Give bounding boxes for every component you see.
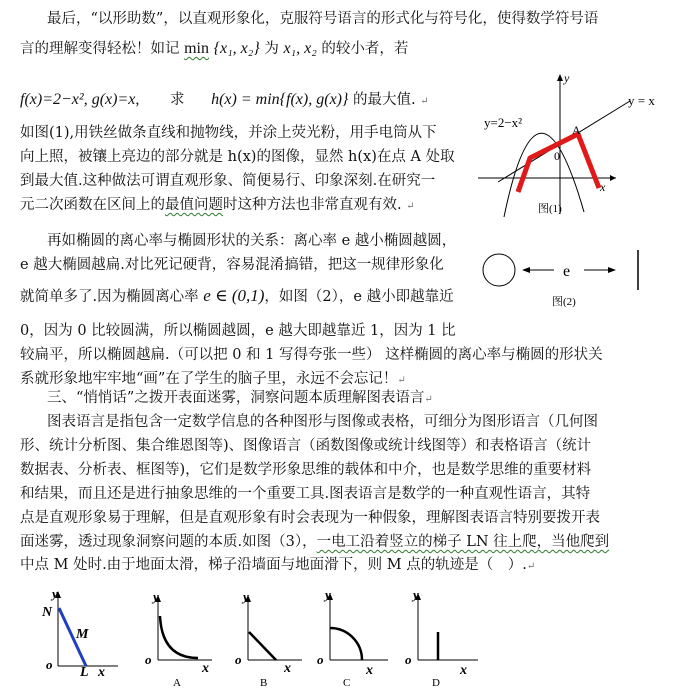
para2-line3-a: 就简单多了.因为椭圆离心率	[20, 289, 199, 305]
para1-line2-wei: 为	[264, 41, 279, 57]
option-d[interactable]	[398, 590, 484, 690]
paragraph-mark: ↵	[420, 96, 429, 107]
option-d-label: D	[432, 677, 440, 689]
option-c[interactable]	[310, 590, 396, 690]
paragraph-mark: ↵	[424, 394, 433, 405]
option-a-curve	[160, 616, 198, 658]
para3-line4: 和结果，而且还是进行抽象思维的一个重要工具.图表语言是数学的一种直观性语言，其特	[20, 486, 591, 502]
fig2-e-label: e	[563, 263, 571, 280]
figure-2	[478, 240, 686, 312]
para1-line7	[20, 196, 415, 216]
vars-x1-x2: x₁, x₂	[283, 40, 317, 57]
para1-line3	[20, 91, 429, 111]
x-axis-arrow-icon	[610, 175, 616, 181]
fig1-caption: 图(1)	[538, 203, 562, 215]
y-axis-arrow-icon	[557, 74, 563, 81]
para2-line2: e 越大椭圆越扁.对比死记硬背，容易混淆搞错，把这一规律形象化	[20, 257, 444, 273]
option-a-graph	[140, 592, 220, 690]
right-arrow-icon	[608, 267, 616, 273]
paragraph-mark: ↵	[526, 561, 536, 572]
figure-3-ladder	[28, 586, 128, 676]
para2-line4: 0，因为 0 比较圆满，所以椭圆越圆，e 越大即越靠近 1，因为 1 比	[20, 323, 456, 339]
figure-1	[478, 72, 686, 222]
figure-1-graph	[478, 72, 686, 222]
para3-line7-text: 中点 M 处时.由于地面太滑，梯子沿墙面与地面滑下，则 M 点的轨迹是（ ）.	[20, 557, 527, 573]
qiu-word: 求	[169, 92, 185, 108]
option-b-segment	[249, 632, 276, 660]
para2-line6	[20, 370, 406, 390]
fig1-a-label: A	[572, 123, 581, 137]
para3-line6	[20, 533, 609, 551]
para1-line5: 向上照，被镶上亮边的部分就是 h(x)的图像，显然 h(x)在点 A 处取	[20, 149, 455, 165]
fig1-y-label: y	[564, 72, 570, 85]
para3-line6-a: 面迷雾，透过现象洞察问题的本质.如图（3），	[20, 534, 317, 550]
option-c-y-label: y	[325, 590, 331, 602]
section3-heading-text: 三、“悄悄话”之拨开表面迷雾，洞察问题本质理解图表语言	[47, 390, 425, 406]
para1-line2-text: 言的理解变得轻松！如记	[20, 41, 180, 57]
option-c-label: C	[343, 677, 351, 689]
para2-line1: 再如椭圆的离心率与椭圆形状的关系：离心率 e 越小椭圆越圆，	[47, 233, 457, 249]
paragraph-mark: ↵	[397, 375, 406, 386]
para3-line6-b: 一电工沿着竖立的梯子 LN 往上爬，当他爬到	[316, 534, 610, 550]
left-arrow-icon	[522, 267, 530, 273]
para3-line2: 形、统计分析图、集合维恩图等)、图像语言（函数图像或统计线图等）和表格语言（统计	[20, 438, 592, 454]
ladder-n-label: N	[42, 605, 53, 620]
option-c-o-label: o	[317, 652, 324, 667]
option-c-x-label: x	[366, 663, 373, 678]
option-b-y-label: y	[243, 592, 249, 604]
eccentricity-range: e ∈ (0,1)	[203, 286, 265, 305]
option-a[interactable]	[140, 592, 220, 690]
option-b-o-label: o	[235, 652, 242, 667]
option-b-graph	[228, 592, 308, 690]
para3-line5: 点是直观形象易于理解，但是直观形象有时会表现为一种假象，理解图表语言特别要拨开表	[20, 510, 600, 526]
ladder-y-label: y	[52, 586, 58, 601]
para3-line7	[20, 556, 535, 576]
para1-line7-a: 元二次函数在区间上的	[20, 197, 165, 213]
option-d-graph	[398, 590, 484, 690]
fig1-o-label: 0	[554, 149, 560, 163]
option-b-label: B	[260, 677, 268, 689]
option-b[interactable]	[228, 592, 308, 690]
paragraph-mark: ↵	[406, 201, 415, 212]
para2-line5: 较扁平，所以椭圆越扁.（可以把 0 和 1 写得夸张一些） 这样椭圆的离心率与椭圆的形状关	[20, 347, 603, 363]
fig1-x-label: x	[600, 180, 606, 194]
option-d-y-label: y	[413, 590, 419, 602]
option-b-x-label: x	[284, 661, 291, 676]
fig2-caption: 图(2)	[552, 296, 576, 308]
para3-line3: 数据表、分析表、框图等)，它们是数学形象思维的载体和中介，也是数学思维的重要材料	[20, 462, 592, 478]
min-set: {x₁, x₂}	[213, 40, 260, 57]
option-a-label: A	[173, 677, 181, 689]
option-c-graph	[310, 590, 396, 690]
para1-line2	[20, 40, 408, 58]
para1-line6: 到最大值.这种做法可谓直观形象、简便易行、印象深刻.在研究一	[20, 173, 436, 189]
option-c-arc	[330, 628, 362, 660]
para2-line3-b: ，如图（2），e 越小即越靠近	[264, 289, 454, 305]
section3-heading	[47, 389, 433, 409]
ladder-l-label: L	[80, 665, 89, 676]
para1-line4: 如图(1),用铁丝做条直线和抛物线，并涂上荧光粉，用手电筒从下	[20, 125, 437, 141]
option-d-o-label: o	[405, 652, 412, 667]
formula-f-g: f(x)=2−x², g(x)=x,	[20, 91, 140, 108]
option-a-o-label: o	[145, 652, 152, 667]
para1-line7-c: 时这种方法也非常直观有效.	[223, 197, 402, 213]
fig1-curve-label: y=2−x²	[484, 115, 523, 130]
ladder-m-label: M	[76, 627, 89, 642]
para2-line3	[20, 287, 454, 306]
circle-shape	[483, 254, 515, 286]
para1-line3-end: 的最大值.	[353, 92, 416, 108]
ladder-graph	[28, 586, 128, 676]
option-a-x-label: x	[202, 661, 209, 676]
para2-line6-text: 系就形象地牢牢地“画”在了学生的脑子里，永远不会忘记！	[20, 371, 398, 387]
para1-line2-end: 的较小者，若	[321, 41, 409, 57]
ladder-x-label: x	[98, 665, 105, 676]
option-a-y-label: y	[153, 592, 159, 604]
para1-line1: 最后，“以形助数”，以直观形象化，克服符号语言的形式化与符号化，使得数学符号语	[47, 11, 599, 27]
fig1-line-label: y = x	[628, 93, 655, 108]
option-d-x-label: x	[460, 663, 467, 678]
ladder-o-label: o	[46, 657, 53, 672]
figure-2-graph	[478, 240, 686, 312]
highlight-h-graph	[518, 134, 599, 192]
min-operator: min	[184, 40, 209, 57]
para1-line7-b: 最值问题	[165, 197, 223, 213]
formula-h: h(x) = min{f(x), g(x)}	[211, 91, 349, 108]
para3-line1: 图表语言是指包含一定数学信息的各种图形与图像或表格，可细分为图形语言（几何图	[47, 414, 598, 430]
